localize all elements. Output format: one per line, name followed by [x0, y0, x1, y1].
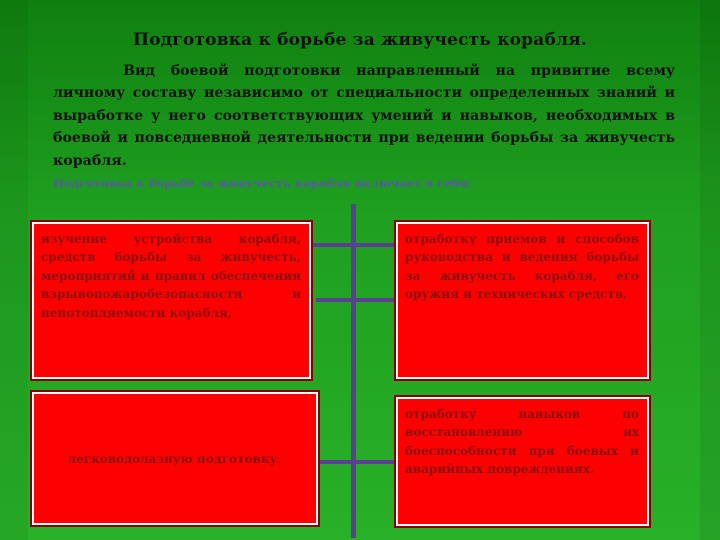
topic-box-ship-structure [32, 222, 311, 379]
topic-box-text: легководолазную подготовку. [67, 452, 282, 467]
topic-box-text: изучение устройства корабля, средств борьбы за живучесть, мероприятий и правил обеспечения взрывопожаробезопасности и непотопляемости корабля, [41, 232, 301, 320]
connector-branch-top [308, 243, 402, 247]
background-stripe-left [0, 0, 28, 540]
topic-box-text: отработку приемов и способов руководства и ведения борьбы за живучесть корабля, его оружия и технических средств, [405, 232, 639, 302]
connector-vertical-line [351, 204, 356, 538]
connector-branch-bottom [316, 460, 396, 464]
includes-heading: Подготовка к борьбе за живучесть корабля включает в себя: [53, 176, 472, 190]
background-stripe-right [700, 0, 720, 540]
topic-box-restoration-skills [396, 397, 649, 526]
topic-box-diving-training [32, 392, 318, 525]
definition-paragraph: Вид боевой подготовки направленный на привитие всему личному составу независимо от специальности определенных знаний и выработке у него соответствующих умений и навыков, необходимых в боевой и повседневной деятельности при ведении борьбы за живучесть корабля. [53, 63, 675, 169]
topic-box-text: отработку навыков по восстановлению их боеспособности при боевых и аварийных повреждениях. [405, 407, 639, 477]
connector-branch-middle [316, 298, 396, 302]
topic-box-damage-control-methods [396, 222, 649, 379]
slide-title: Подготовка к борьбе за живучесть корабля. [132, 30, 588, 50]
